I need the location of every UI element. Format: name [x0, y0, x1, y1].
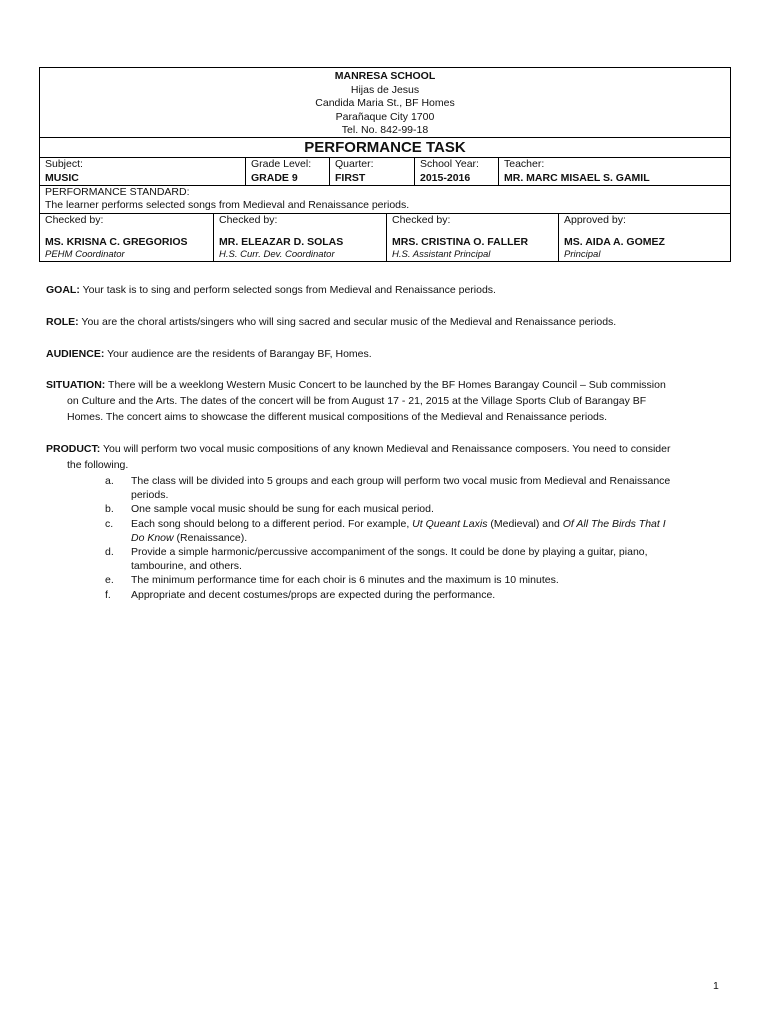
info-row — [40, 158, 730, 186]
situation-line: Homes. The concert aims to showcase the different musical compositions of the Medieval and Renaissance periods. — [67, 411, 608, 423]
standard-label: PERFORMANCE STANDARD: — [45, 186, 190, 198]
product-line — [46, 441, 726, 457]
product-section — [46, 441, 726, 473]
signatory-role: H.S. Curr. Dev. Coordinator — [219, 249, 335, 260]
item-line: The class will be divided into 5 groups and each group will perform two vocal music from Medieval and Renaissance — [131, 475, 671, 487]
item-text: (Medieval) and — [487, 517, 563, 530]
subject-value: MUSIC — [45, 172, 79, 184]
signatory-cell — [40, 214, 214, 261]
list-marker: a. — [105, 475, 114, 487]
school-phone: Tel. No. 842-99-18 — [341, 124, 429, 137]
list-item-text — [131, 545, 725, 573]
header-table — [39, 67, 731, 262]
goal-section — [46, 282, 726, 298]
signatory-name: MR. ELEAZAR D. SOLAS — [219, 236, 344, 248]
list-marker: d. — [105, 546, 114, 559]
signatories-row — [40, 214, 730, 261]
situation-section — [46, 377, 726, 425]
subject-label: Subject: — [45, 158, 83, 170]
school-block — [40, 68, 730, 138]
performance-standard — [40, 186, 730, 214]
signatory-cell — [387, 214, 559, 261]
list-item-text: Appropriate and decent costumes/props are expected during the performance. — [131, 588, 496, 601]
role-label: ROLE: — [46, 316, 79, 328]
product-line: the following. — [67, 459, 129, 471]
audience-label: AUDIENCE: — [46, 348, 105, 360]
quarter-value: FIRST — [335, 172, 366, 184]
list-item — [105, 545, 725, 573]
school-congregation: Hijas de Jesus — [350, 83, 420, 96]
signatory-cell — [214, 214, 387, 261]
signatory-cell — [559, 214, 730, 261]
list-item — [105, 502, 725, 516]
goal-label: GOAL: — [46, 284, 80, 296]
teacher-value: MR. MARC MISAEL S. GAMIL — [504, 172, 650, 184]
signatory-role: PEHM Coordinator — [45, 249, 125, 260]
goal-text: Your task is to sing and perform selected songs from Medieval and Renaissance periods. — [82, 284, 496, 296]
list-marker: f. — [105, 588, 111, 601]
signatory-name: MRS. CRISTINA O. FALLER — [392, 236, 529, 248]
role-section — [46, 314, 726, 330]
grade-value: GRADE 9 — [251, 172, 298, 184]
situation-text: There will be a weeklong Western Music Concert to be launched by the BF Homes Barangay Council – Sub commission — [108, 379, 666, 391]
situation-line — [46, 377, 726, 393]
school-year-cell — [415, 158, 499, 185]
document-title: PERFORMANCE TASK — [40, 138, 730, 158]
grade-label: Grade Level: — [251, 158, 312, 170]
list-marker: e. — [105, 574, 114, 587]
audience-section — [46, 346, 726, 362]
audience-text: Your audience are the residents of Barangay BF, Homes. — [107, 348, 372, 360]
list-marker: c. — [105, 517, 114, 530]
signatory-label: Checked by: — [219, 214, 278, 226]
teacher-label: Teacher: — [504, 158, 545, 170]
subject-cell — [40, 158, 246, 185]
song-title: Ut Queant Laxis — [412, 517, 488, 530]
list-item — [105, 588, 725, 602]
signatory-name: MS. AIDA A. GOMEZ — [564, 236, 665, 248]
signatory-label: Checked by: — [45, 214, 104, 226]
product-list — [105, 474, 725, 602]
teacher-cell — [499, 158, 730, 185]
page-number: 1 — [713, 980, 719, 992]
item-line: tambourine, and others. — [131, 560, 242, 573]
item-line: periods. — [131, 489, 169, 502]
item-line: Provide a simple harmonic/percussive accompaniment of the songs. It could be done by playing a guitar, piano, — [131, 546, 648, 559]
signatory-role: H.S. Assistant Principal — [392, 249, 491, 260]
song-title: Of All The Birds That I — [562, 517, 666, 530]
role-text: You are the choral artists/singers who will sing sacred and secular music of the Medieval and Renaissance periods. — [81, 316, 617, 328]
signatory-label: Approved by: — [564, 214, 626, 226]
signatory-name: MS. KRISNA C. GREGORIOS — [45, 236, 188, 248]
standard-text: The learner performs selected songs from Medieval and Renaissance periods. — [45, 199, 410, 211]
list-item — [105, 573, 725, 587]
quarter-label: Quarter: — [335, 158, 374, 170]
item-text: (Renaissance). — [173, 531, 248, 544]
list-marker: b. — [105, 503, 114, 516]
product-label: PRODUCT: — [46, 443, 101, 455]
list-item-text — [131, 474, 725, 502]
quarter-cell — [330, 158, 415, 185]
list-item — [105, 474, 725, 502]
list-item — [105, 517, 725, 545]
product-text: You will perform two vocal music compositions of any known Medieval and Renaissance composers. You need to consider — [102, 443, 671, 455]
school-city: Parañaque City 1700 — [335, 110, 435, 123]
signatory-label: Checked by: — [392, 214, 451, 226]
item-text: Each song should belong to a different period. For example, — [131, 517, 413, 530]
school-street: Candida Maria St., BF Homes — [315, 97, 455, 110]
school-name: MANRESA SCHOOL — [334, 70, 436, 82]
list-item-text: One sample vocal music should be sung for each musical period. — [131, 503, 434, 516]
list-item-text — [131, 517, 725, 545]
school-year-value: 2015-2016 — [420, 172, 471, 184]
list-item-text: The minimum performance time for each choir is 6 minutes and the maximum is 10 minutes. — [131, 574, 559, 587]
grade-cell — [246, 158, 330, 185]
signatory-role: Principal — [564, 249, 601, 260]
situation-line: on Culture and the Arts. The dates of the concert will be from August 17 - 21, 2015 at the Village Sports Club of Barangay BF — [67, 395, 647, 407]
situation-label: SITUATION: — [46, 379, 106, 391]
school-year-label: School Year: — [420, 158, 479, 170]
song-title: Do Know — [131, 531, 174, 544]
